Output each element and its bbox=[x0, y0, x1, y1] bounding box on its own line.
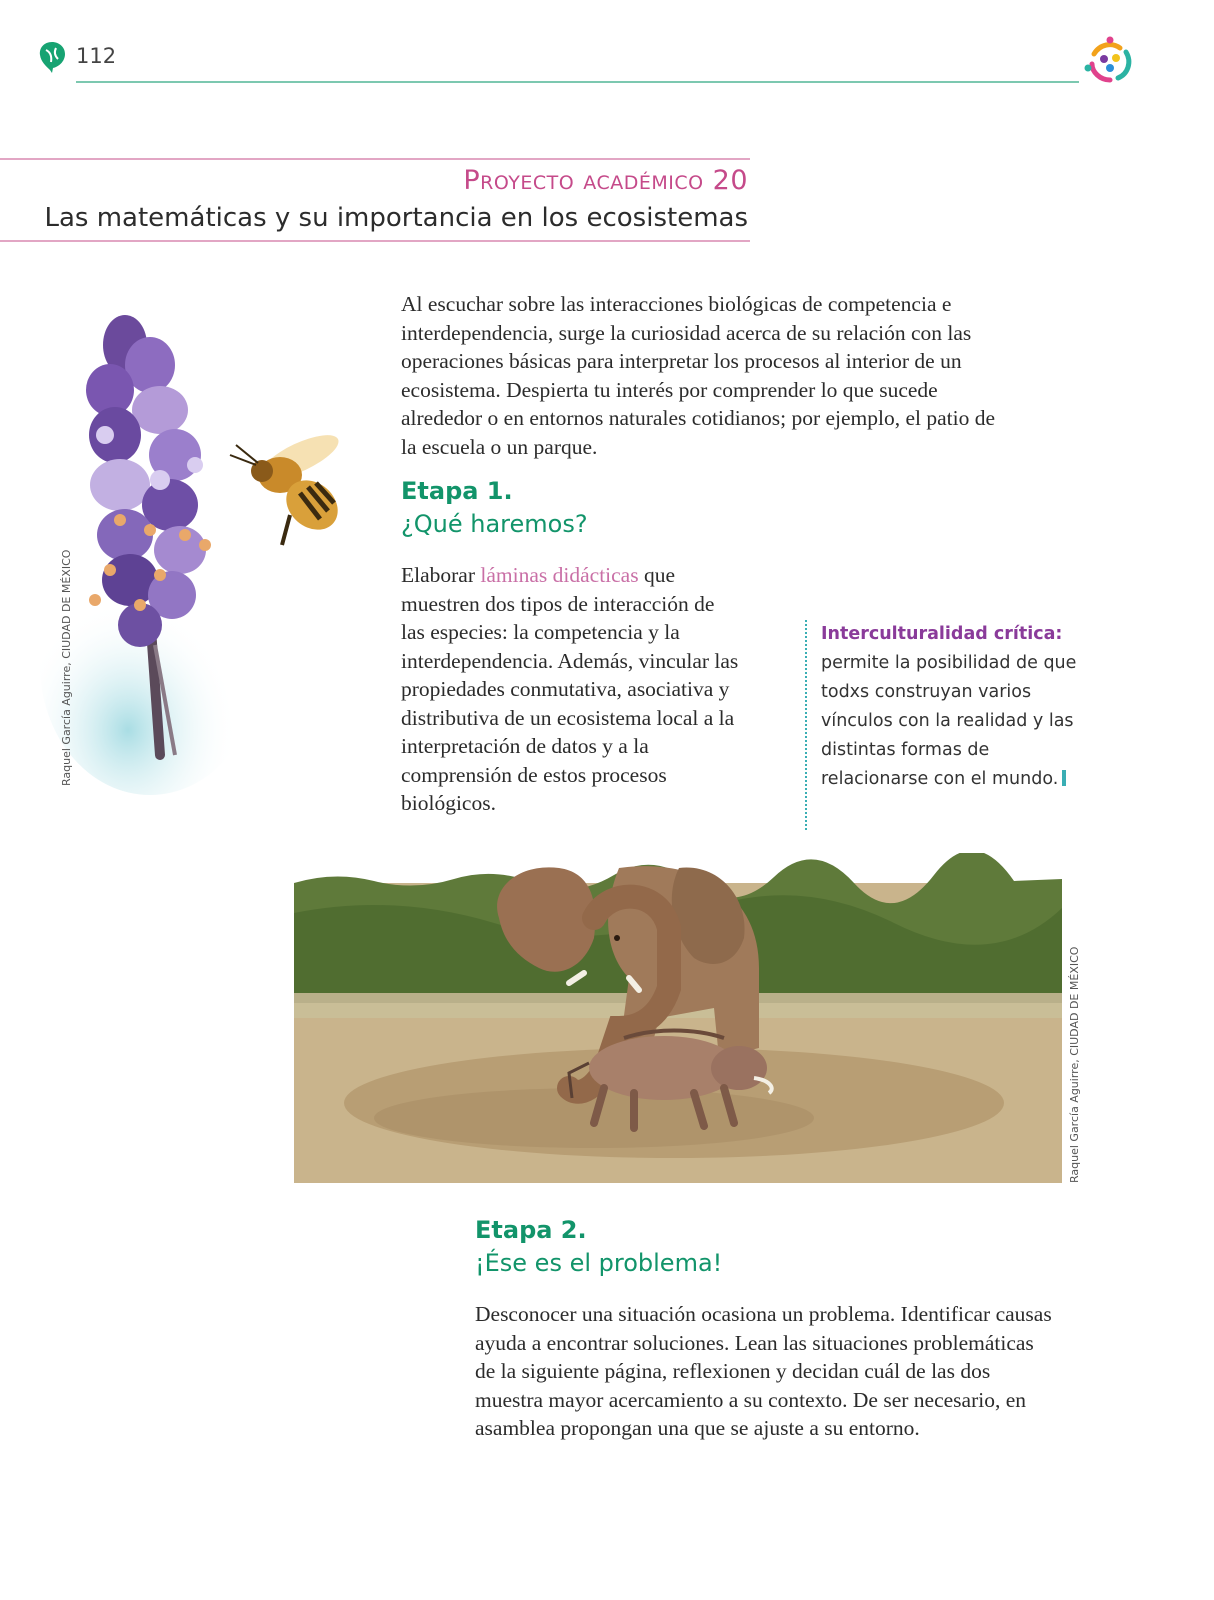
title-bottom-rule bbox=[0, 240, 750, 242]
intro-paragraph: Al escuchar sobre las interacciones biológicas de competencia e interdependencia, surge la curiosidad acerca de su relación con las operaciones básicas para interpretar los procesos al interior de un ecosistema. Despierta tu interés por comprender lo que sucede alrededor o en entornos naturales cotidianos; por ejemplo, el patio de la escuela o un parque. bbox=[401, 292, 996, 459]
project-title: Las matemáticas y su importancia en los ecosistemas bbox=[44, 203, 748, 233]
stage2-heading bbox=[475, 1214, 722, 1280]
lavender-flower-with-bee-illustration bbox=[0, 285, 375, 805]
stage1-text-before: Elaborar bbox=[401, 563, 481, 587]
stage1-paragraph bbox=[401, 561, 741, 818]
project-label: Proyecto académico 20 bbox=[463, 165, 748, 196]
stage1-number: Etapa 1. bbox=[401, 477, 513, 505]
green-flower-icon bbox=[36, 40, 68, 74]
stage1-heading bbox=[401, 475, 588, 541]
page-number: 112 bbox=[76, 44, 117, 68]
glossary-term: Interculturalidad crítica: bbox=[821, 624, 1063, 644]
end-mark-icon bbox=[1062, 770, 1066, 786]
elephant-and-warthog-savanna-illustration bbox=[294, 853, 1062, 1183]
illustration-credit-right: Raquel García Aguirre, CIUDAD DE MÉXICO bbox=[1068, 946, 1081, 1183]
stage1-text-after: que muestren dos tipos de interacción de las especies: la competencia y la interdependencia. Además, vincular las propiedades conmutativa, asociativa y distributiva de un ecosistema local a la interpretación de datos y a la comprensión de estos procesos biológicos. bbox=[401, 563, 739, 815]
header-divider bbox=[76, 81, 1079, 83]
glossary-definition: permite la posibilidad de que todxs construyan varios vínculos con la realidad y las distintas formas de relacionarse con el mundo. bbox=[821, 653, 1077, 789]
glossary-text bbox=[821, 620, 1081, 794]
stage1-question: ¿Qué haremos? bbox=[401, 510, 588, 538]
stage2-question: ¡Ése es el problema! bbox=[475, 1249, 723, 1277]
illustration-credit-left: Raquel García Aguirre, CIUDAD DE MÉXICO bbox=[60, 549, 73, 786]
colorful-community-logo-icon bbox=[1082, 32, 1140, 90]
stage2-number: Etapa 2. bbox=[475, 1216, 587, 1244]
title-top-rule bbox=[0, 158, 750, 160]
didactic-sheets-term: láminas didácticas bbox=[480, 563, 639, 587]
glossary-sidebar bbox=[805, 620, 1077, 830]
stage2-paragraph: Desconocer una situación ocasiona un problema. Identificar causas ayuda a encontrar soluciones. Lean las situaciones problemáticas de la siguiente página, reflexionen y decidan cuál de las dos muestra mayor acercamiento a su contexto. De ser necesario, en asamblea propongan una que se ajuste a su entorno. bbox=[475, 1302, 1052, 1440]
